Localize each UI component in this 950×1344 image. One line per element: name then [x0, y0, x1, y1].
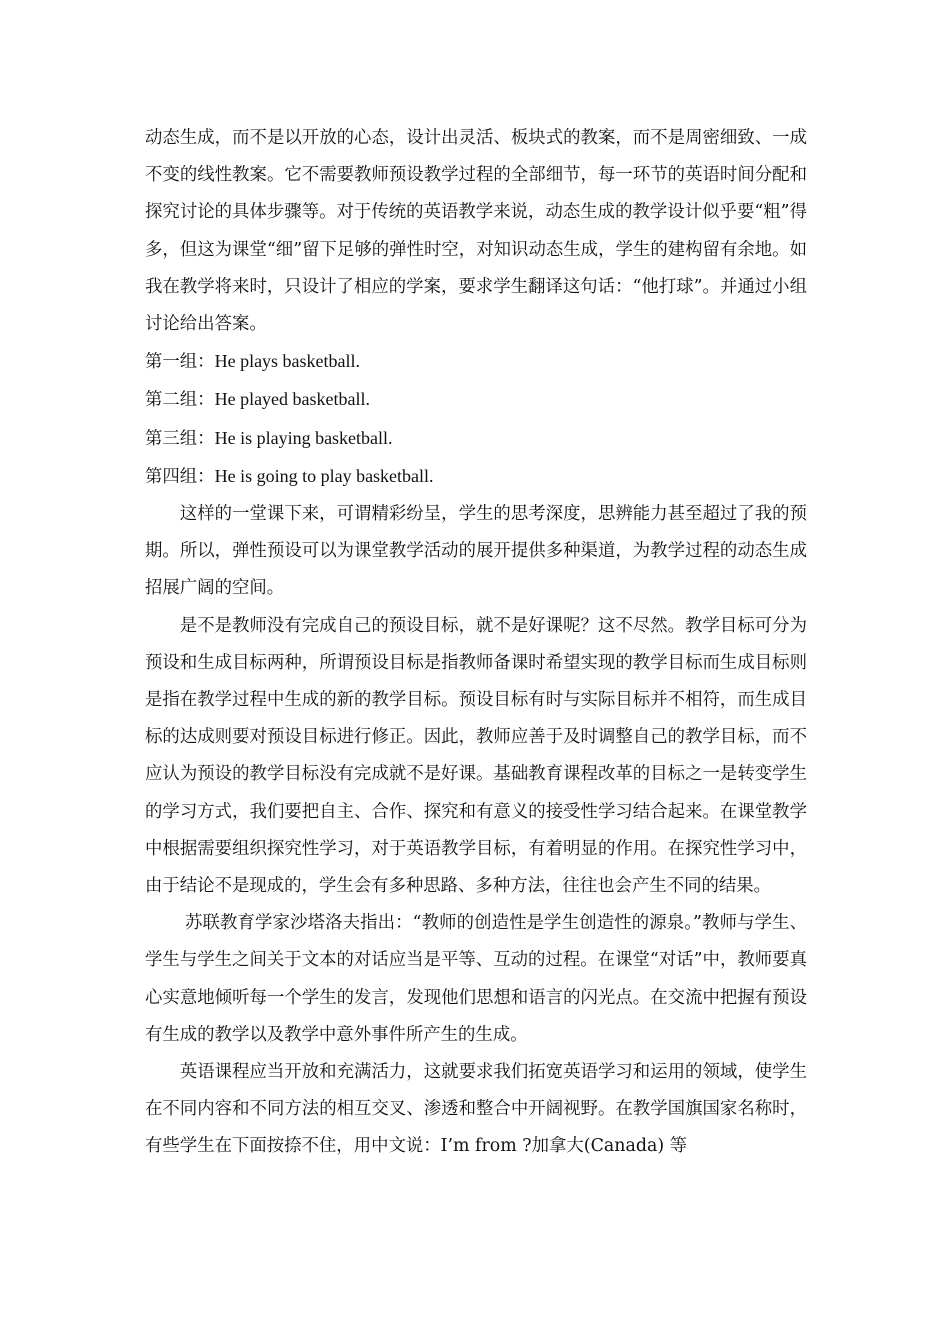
- document-body: [145, 120, 807, 1166]
- group-answers-list: [145, 343, 807, 496]
- group-answer-text: He plays basketball.: [214, 351, 361, 372]
- paragraph-teaching-goals: 是不是教师没有完成自己的预设目标，就不是好课呢？这不尽然。教学目标可分为预设和生成目标两种，所谓预设目标是指教师备课时希望实现的教学目标而生成目标则是指在教学过程中生成的新的教学目标。预设目标有时与实际目标并不相符，而生成目标的达成则要对预设目标进行修正。因此，教师应善于及时调整自己的教学目标，而不应认为预设的教学目标没有完成就不是好课。基础教育课程改革的目标之一是转变学生的学习方式，我们要把自主、合作、探究和有意义的接受性学习结合起来。在课堂教学中根据需要组织探究性学习，对于英语教学目标，有着明显的作用。在探究性学习中，由于结论不是现成的，学生会有多种思路、多种方法，往往也会产生不同的结果。: [145, 615, 807, 897]
- group-answer-1: [145, 343, 807, 381]
- paragraph-dynamic-generation: 动态生成，而不是以开放的心态，设计出灵活、板块式的教案，而不是周密细致、一成不变的线性教案。它不需要教师预设教学过程的全部细节，每一环节的英语时间分配和探究讨论的具体步骤等。对于传统的英语教学来说，动态生成的教学设计似乎要“粗”得多，但这为课堂“细”留下足够的弹性时空，对知识动态生成，学生的建构留有余地。如我在教学将来时，只设计了相应的学案，要求学生翻译这句话：“他打球”。并通过小组讨论给出答案。: [145, 128, 807, 335]
- group-label: 第四组：: [145, 466, 215, 487]
- paragraph-open-curriculum: 英语课程应当开放和充满活力，这就要求我们拓宽英语学习和运用的领域，使学生在不同内容和不同方法的相互交叉、渗透和整合中开阔视野。在教学国旗国家名称时，有些学生在下面按捺不住，用中文说：I’m from ?加拿大(Canada) 等: [145, 1062, 807, 1157]
- group-answer-3: [145, 420, 807, 458]
- paragraph-dialogue: 苏联教育学家沙塔洛夫指出：“教师的创造性是学生创造性的源泉。”教师与学生、学生与学生之间关于文本的对话应当是平等、互动的过程。在课堂“对话”中，教师要真心实意地倾听每一个学生的发言，发现他们思想和语言的闪光点。在交流中把握有预设有生成的教学以及教学中意外事件所产生的生成。: [145, 913, 807, 1045]
- paragraph-lesson-result: 这样的一堂课下来，可谓精彩纷呈，学生的思考深度，思辨能力甚至超过了我的预期。所以，弹性预设可以为课堂教学活动的展开提供多种渠道，为教学过程的动态生成招展广阔的空间。: [145, 504, 807, 599]
- group-answer-text: He is going to play basketball.: [214, 465, 434, 486]
- group-answer-2: [145, 381, 807, 419]
- group-answer-text: He is playing basketball.: [214, 427, 393, 448]
- group-answer-text: He played basketball.: [214, 389, 371, 410]
- group-answer-4: [145, 458, 807, 496]
- group-label: 第二组：: [145, 390, 215, 411]
- group-label: 第三组：: [145, 428, 215, 449]
- group-label: 第一组：: [145, 352, 215, 373]
